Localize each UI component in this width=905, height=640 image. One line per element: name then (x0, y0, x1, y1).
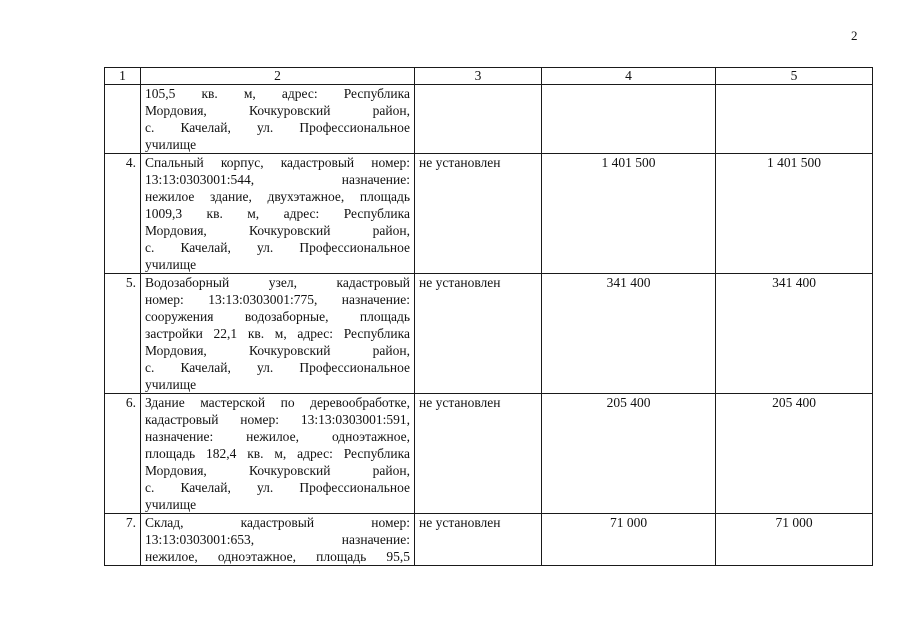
status-cell (415, 85, 542, 154)
value-column-4: 1 401 500 (542, 154, 716, 274)
property-table (104, 67, 873, 566)
description-line: училище (145, 257, 197, 272)
status-cell: не установлен (415, 154, 542, 274)
description-line: нежилое здание, двухэтажное, площадь (145, 189, 410, 204)
description-line: Спальный корпус, кадастровый номер: (145, 155, 410, 170)
value-column-5: 71 000 (716, 514, 873, 566)
header-cell-3: 3 (415, 68, 542, 85)
description-line: училище (145, 137, 197, 152)
description-line: номер: 13:13:0303001:775, назначение: (145, 292, 410, 307)
header-row (105, 68, 873, 85)
header-cell-1: 1 (105, 68, 141, 85)
description-line: с. Качелай, ул. Профессиональное (145, 360, 410, 375)
description-line: площадь 182,4 кв. м, адрес: Республика (145, 446, 410, 461)
row-number: 7. (105, 514, 141, 566)
header-cell-4: 4 (542, 68, 716, 85)
status-cell: не установлен (415, 394, 542, 514)
description-line: училище (145, 497, 197, 512)
property-description (141, 85, 415, 154)
description-line: с. Качелай, ул. Профессиональное (145, 120, 410, 135)
table-row (105, 154, 873, 274)
description-line: сооружения водозаборные, площадь (145, 309, 410, 324)
description-line: Водозаборный узел, кадастровый (145, 275, 410, 290)
description-line: с. Качелай, ул. Профессиональное (145, 480, 410, 495)
description-line: 13:13:0303001:653, назначение: (145, 532, 410, 547)
description-line: Мордовия, Кочкуровский район, (145, 103, 410, 118)
description-line: Мордовия, Кочкуровский район, (145, 463, 410, 478)
description-line: застройки 22,1 кв. м, адрес: Республика (145, 326, 410, 341)
value-column-5 (716, 85, 873, 154)
value-column-4 (542, 85, 716, 154)
description-line: с. Качелай, ул. Профессиональное (145, 240, 410, 255)
table-row (105, 394, 873, 514)
value-column-4: 205 400 (542, 394, 716, 514)
property-description (141, 274, 415, 394)
value-column-4: 341 400 (542, 274, 716, 394)
description-line: Здание мастерской по деревообработке, (145, 395, 410, 410)
row-number: 5. (105, 274, 141, 394)
table-header (105, 68, 873, 85)
description-line: Склад, кадастровый номер: (145, 515, 410, 530)
value-column-5: 205 400 (716, 394, 873, 514)
description-line: нежилое, одноэтажное, площадь 95,5 (145, 549, 410, 564)
row-number: 4. (105, 154, 141, 274)
table-row (105, 274, 873, 394)
row-number (105, 85, 141, 154)
description-line: Мордовия, Кочкуровский район, (145, 343, 410, 358)
description-line: училище (145, 377, 197, 392)
property-description (141, 394, 415, 514)
value-column-5: 1 401 500 (716, 154, 873, 274)
status-cell: не установлен (415, 514, 542, 566)
header-cell-2: 2 (141, 68, 415, 85)
page-number: 2 (851, 28, 858, 43)
value-column-4: 71 000 (542, 514, 716, 566)
description-line: 105,5 кв. м, адрес: Республика (145, 86, 410, 101)
header-cell-5: 5 (716, 68, 873, 85)
description-line: назначение: нежилое, одноэтажное, (145, 429, 410, 444)
table-row (105, 514, 873, 566)
table-row (105, 85, 873, 154)
description-line: кадастровый номер: 13:13:0303001:591, (145, 412, 410, 427)
value-column-5: 341 400 (716, 274, 873, 394)
description-line: Мордовия, Кочкуровский район, (145, 223, 410, 238)
table-body (105, 85, 873, 566)
property-description (141, 154, 415, 274)
description-line: 1009,3 кв. м, адрес: Республика (145, 206, 410, 221)
row-number: 6. (105, 394, 141, 514)
description-line: 13:13:0303001:544, назначение: (145, 172, 410, 187)
property-description (141, 514, 415, 566)
status-cell: не установлен (415, 274, 542, 394)
